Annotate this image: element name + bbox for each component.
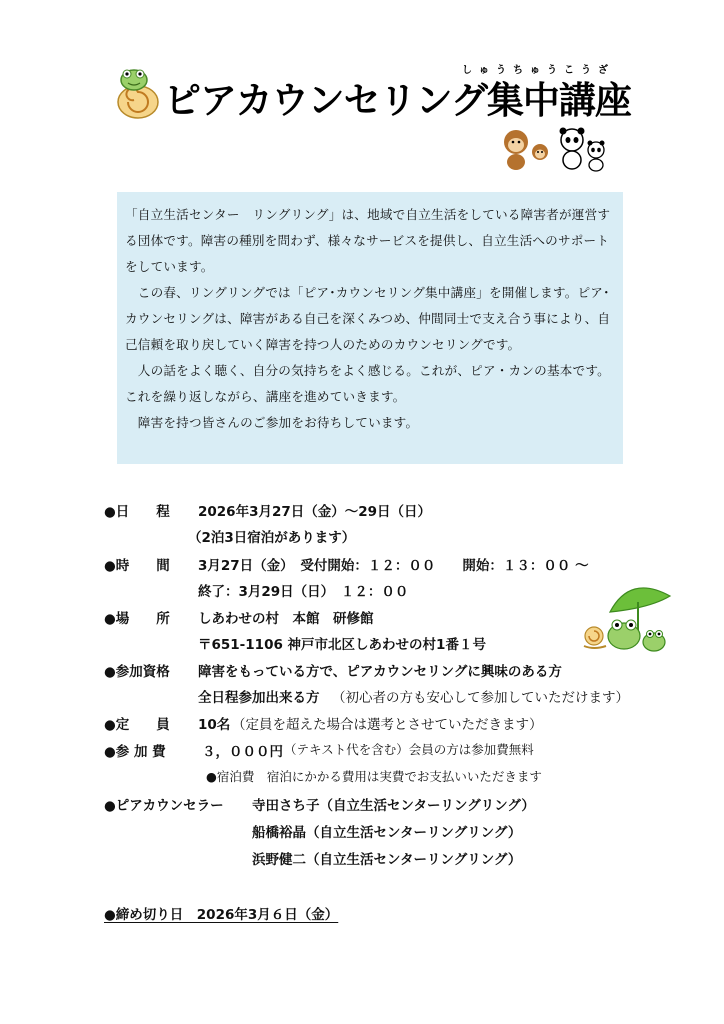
intro-paragraph-2: この春、リングリングでは「ピア･カウンセリング集中講座」を開催します。ピア･カウンセリングは、障害がある自己を深くみつめ、仲間同士で支え合う事により、自己信頼を取り戻していく障害を持つ人のためのカウンセリングです。 [125, 285, 611, 352]
counselor-1: 寺田さち子（自立生活センターリングリング） [252, 798, 535, 814]
place-address: 〒651-1106 神戸市北区しあわせの村1番１号 [198, 637, 486, 653]
intro-paragraph-4: 障害を持つ皆さんのご参加をお待ちしています。 [125, 415, 419, 430]
deadline: ●締め切り日 2026年3月６日（金） [104, 907, 339, 923]
counselor-2: 船橋裕晶（自立生活センターリングリング） [252, 825, 522, 841]
lodging-note: ●宿泊費 宿泊にかかる費用は実費でお支払いいただきます [206, 769, 542, 784]
fee-label: ●参 加 費 [104, 744, 166, 760]
intro-paragraph-3: 人の話をよく聴く、自分の気持ちをよく感じる。これが、ピア・カンの基本です。これを繰り返しながら、講座を進めていきます。 [125, 363, 610, 404]
time-value: 3月27日（金） 受付開始：１２：００ 開始：１３：００ ～ [198, 558, 589, 574]
monkey-panda-icon [498, 122, 606, 172]
capacity-label: ●定 員 [104, 717, 170, 733]
schedule-note: （2泊3日宿泊があります） [188, 530, 356, 546]
frogs-leaf-icon [580, 578, 672, 656]
fee-note: （テキスト代を含む）会員の方は参加費無料 [284, 742, 534, 757]
time-label: ●時 間 [104, 558, 170, 574]
eligibility-note: 全日程参加出来る方 [198, 690, 320, 706]
capacity-value: 10名 [198, 717, 231, 733]
place-label: ●場 所 [104, 611, 170, 627]
fee-value: ３，０００円 [202, 744, 283, 760]
title-row [112, 62, 632, 122]
counselor-label: ●ピアカウンセラー [104, 798, 224, 814]
eligibility-note2: （初心者の方も安心して参加していただけます） [332, 690, 629, 706]
schedule-label: ●日 程 [104, 504, 170, 520]
page-title: ピアカウンセリング集中講座 [164, 79, 631, 122]
eligibility-value: 障害をもっている方で、ピアカウンセリングに興味のある方 [198, 664, 562, 680]
title-ruby: しゅうちゅうこうざ [462, 65, 615, 76]
intro-box [117, 192, 623, 464]
intro-paragraph-1: 「自立生活センター リングリング」は、地域で自立生活をしている障害者が運営する団体です。障害の種別を問わず、様々なサービスを提供し、自立生活へのサポートをしています。 [125, 207, 611, 274]
time-end: 終了：3月29日（日） １２：００ [198, 584, 409, 600]
counselor-3: 浜野健二（自立生活センターリングリング） [252, 852, 522, 868]
place-value: しあわせの村 本館 研修館 [198, 611, 374, 627]
frog-snail-icon [112, 66, 164, 120]
capacity-note: （定員を超えた場合は選考とさせていただきます） [232, 717, 543, 733]
schedule-value: 2026年3月27日（金）～29日（日） [198, 504, 432, 520]
eligibility-label: ●参加資格 [104, 664, 170, 680]
